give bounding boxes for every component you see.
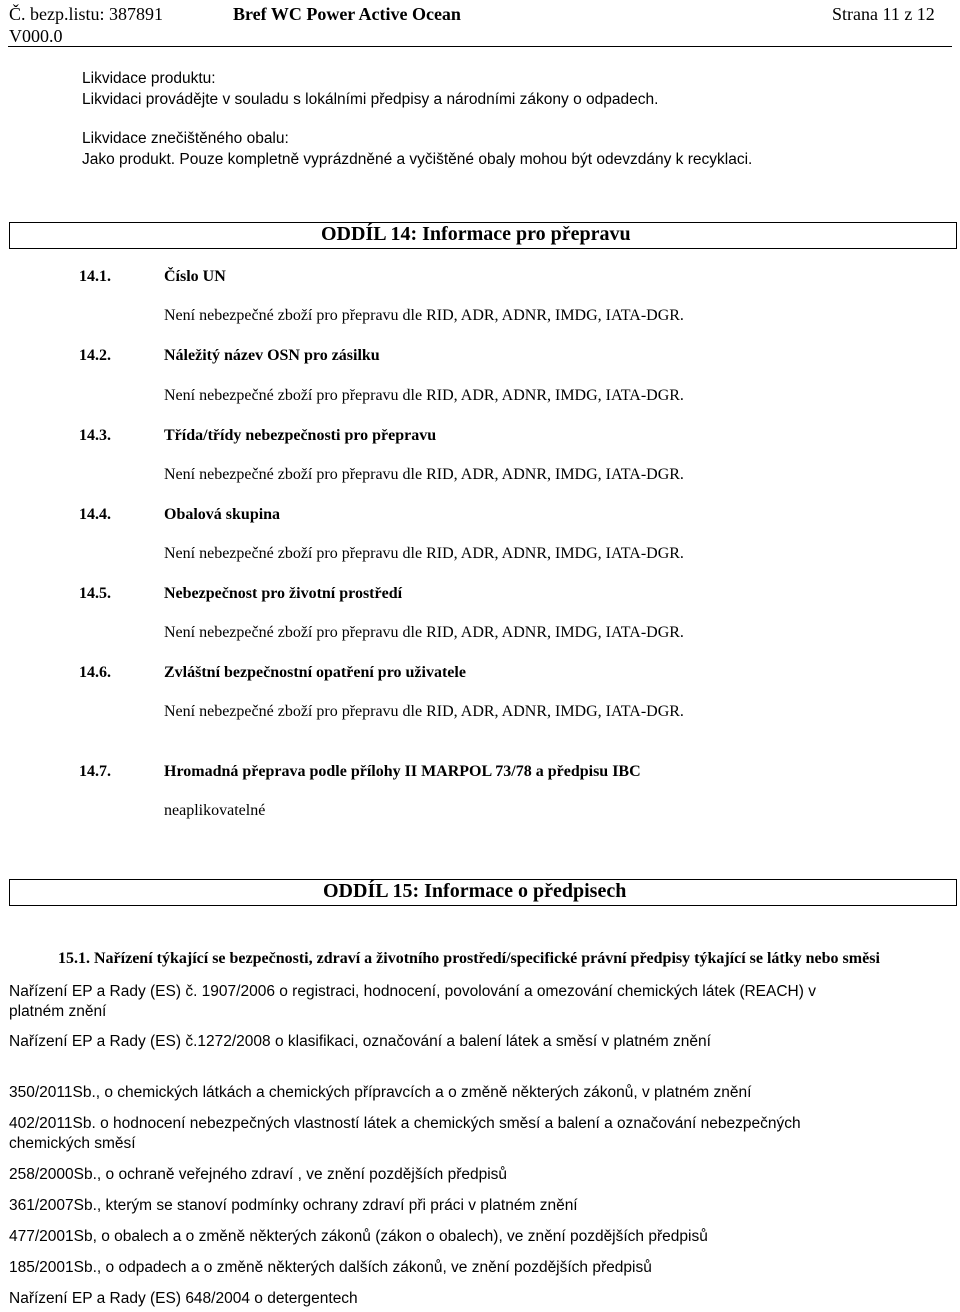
item-number: 14.5. [79, 585, 111, 602]
regulation-item-continued: chemických směsí [9, 1135, 136, 1152]
regulation-item: 477/2001Sb, o obalech a o změně některých zákonů (zákon o obalech), ve znění pozdějších předpisů [9, 1228, 708, 1245]
item-number: 14.7. [79, 763, 111, 780]
item-heading: Nebezpečnost pro životní prostředí [164, 585, 403, 602]
regulation-item: 361/2007Sb., kterým se stanoví podmínky ochrany zdraví při práci v platném znění [9, 1197, 578, 1214]
item-heading: Číslo UN [164, 268, 226, 285]
regulation-item: 185/2001Sb., o odpadech a o změně některých dalších zákonů, ve znění pozdějších předpisů [9, 1259, 652, 1276]
item-text: Není nebezpečné zboží pro přepravu dle RID, ADR, ADNR, IMDG, IATA-DGR. [164, 466, 684, 483]
item-number: 14.6. [79, 664, 111, 681]
item-text: Není nebezpečné zboží pro přepravu dle RID, ADR, ADNR, IMDG, IATA-DGR. [164, 624, 684, 641]
item-text: Není nebezpečné zboží pro přepravu dle RID, ADR, ADNR, IMDG, IATA-DGR. [164, 387, 684, 404]
item-heading: Zvláštní bezpečnostní opatření pro uživatele [164, 664, 466, 681]
item-text: Není nebezpečné zboží pro přepravu dle RID, ADR, ADNR, IMDG, IATA-DGR. [164, 307, 684, 324]
regulation-item: 258/2000Sb., o ochraně veřejného zdraví , ve znění pozdějších předpisů [9, 1166, 508, 1183]
header-divider [8, 46, 952, 47]
page-number: Strana 11 z 12 [832, 4, 935, 24]
item-text: Není nebezpečné zboží pro přepravu dle RID, ADR, ADNR, IMDG, IATA-DGR. [164, 703, 684, 720]
section-15-title: ODDÍL 15: Informace o předpisech [323, 880, 627, 902]
item-heading: Obalová skupina [164, 506, 281, 523]
regulation-item: 402/2011Sb. o hodnocení nebezpečných vlastností látek a chemických směsí a balení a označování nebezpečných [9, 1115, 801, 1132]
regulation-item: Nařízení EP a Rady (ES) 648/2004 o detergentech [9, 1290, 358, 1307]
regulation-item-continued: platném znění [9, 1003, 107, 1020]
version-number: V000.0 [9, 26, 63, 46]
item-number: 14.1. [79, 268, 111, 285]
item-number: 14.4. [79, 506, 111, 523]
disposal-packaging-text: Jako produkt. Pouze kompletně vyprázdněné a vyčištěné obaly mohou být odevzdány k recyklaci. [82, 151, 753, 168]
regulation-item: Nařízení EP a Rady (ES) č. 1907/2006 o registraci, hodnocení, povolování a omezování chemických látek (REACH) v [9, 983, 816, 1000]
item-text: Není nebezpečné zboží pro přepravu dle RID, ADR, ADNR, IMDG, IATA-DGR. [164, 545, 684, 562]
disposal-packaging-label: Likvidace znečištěného obalu: [82, 130, 289, 147]
section-15-subheading: 15.1. Nařízení týkající se bezpečnosti, zdraví a životního prostředí/specifické právní předpisy týkající se látky nebo směsi [58, 950, 880, 967]
item-number: 14.3. [79, 427, 111, 444]
item-number: 14.2. [79, 347, 111, 364]
sheet-number: Č. bezp.listu: 387891 [9, 4, 163, 24]
product-name: Bref WC Power Active Ocean [233, 4, 461, 24]
section-14-title: ODDÍL 14: Informace pro přepravu [321, 223, 631, 245]
disposal-product-label: Likvidace produktu: [82, 70, 216, 87]
disposal-product-text: Likvidaci provádějte v souladu s lokálními předpisy a národními zákony o odpadech. [82, 91, 659, 108]
item-heading: Náležitý název OSN pro zásilku [164, 347, 380, 364]
item-heading: Hromadná přeprava podle přílohy II MARPOL 73/78 a předpisu IBC [164, 763, 641, 780]
regulation-item: 350/2011Sb., o chemických látkách a chemických přípravcích a o změně některých zákonů, v platném znění [9, 1084, 752, 1101]
item-heading: Třída/třídy nebezpečnosti pro přepravu [164, 427, 437, 444]
regulation-item: Nařízení EP a Rady (ES) č.1272/2008 o klasifikaci, označování a balení látek a směsí v platném znění [9, 1033, 711, 1050]
item-text: neaplikovatelné [164, 802, 266, 819]
